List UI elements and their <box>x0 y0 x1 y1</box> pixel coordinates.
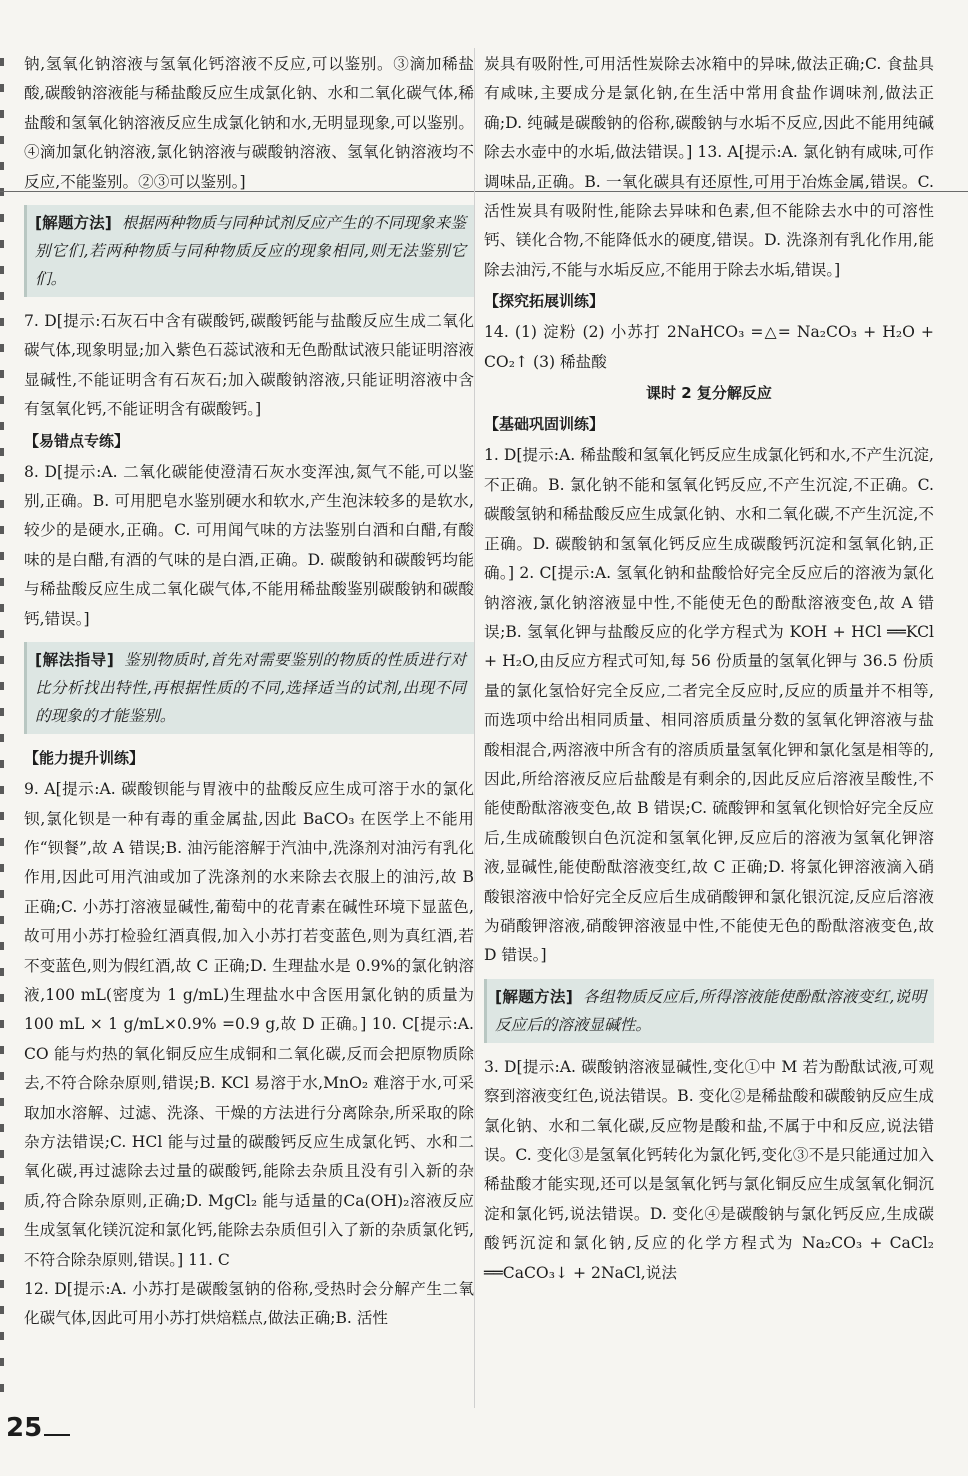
answer-9-11: 9. A[提示:A. 碳酸钡能与胃液中的盐酸反应生成可溶于水的氯化钡,氯化钡是一种有毒的重金属盐,因此 BaCO₃ 在医学上不能用作“钡餐”,故 A 错误;B. 油污能溶解于汽油中,洗涤剂对油污有乳化作用,因此可用汽油或加了洗涤剂的水来除去衣服上的油污,故 B 正确;C. 小苏打溶液显碱性,葡萄中的花青素在碱性环境下显蓝色,故可用小苏打检验红酒真假,加入小苏打若变蓝色,则为真红酒,若不变蓝色,则为假红酒,故 C 正确;D. 生理盐水是 0.9%的氯化钠溶液,100 mL(密度为 1 g/mL)生理盐水中含医用氯化钠的质量为 100 mL × 1 g/mL×0.9% =0.9 g,故 D 正确。] 10. C[提示:A. CO 能与灼热的氧化铜反应生成铜和二氧化碳,反而会把原物质除去,不符合除杂原则,错误;B. KCl 易溶于水,MnO₂ 难溶于水,可采取加水溶解、过滤、洗涤、干燥的方法进行分离除杂,所采取的除杂方法错误;C. HCl 能与过量的碳酸钙反应生成氯化钙、水和二氧化碳,再过滤除去过量的碳酸钙,能除去杂质且没有引入新的杂质,符合除杂原则,正确;D. MgCl₂ 能与适量的Ca(OH)₂溶液反应生成氢氧化镁沉淀和氯化钙,能除去杂质但引入了新的杂质氯化钙,不符合除杂原则,错误。] 11. C <box>24 780 474 1269</box>
page-number-dash <box>44 1434 70 1436</box>
right-column <box>484 50 934 1288</box>
answer-6-continued: 钠,氢氧化钠溶液与氢氧化钙溶液不反应,可以鉴别。③滴加稀盐酸,碳酸钠溶液能与稀盐酸反应生成氯化钠、水和二氧化碳气体,稀盐酸和氢氧化钠溶液反应生成氯化钠和水,无明显现象,可以鉴别。④滴加氯化钠溶液,氯化钠溶液与碳酸钠溶液、氢氧化钠溶液均不反应,不能鉴别。②③可以鉴别。] <box>24 55 474 191</box>
method-box-jieti-2 <box>484 979 934 1043</box>
column-divider <box>474 48 475 1408</box>
answer-12: 12. D[提示:A. 小苏打是碳酸氢钠的俗称,受热时会分解产生二氧化碳气体,因此可用小苏打烘焙糕点,做法正确;B. 活性 <box>24 1280 474 1328</box>
answer-7: 7. D[提示:石灰石中含有碳酸钙,碳酸钙能与盐酸反应生成二氧化碳气体,现象明显;加入紫色石蕊试液和无色酚酞试液只能证明溶液显碱性,不能证明含有石灰石;加入碳酸钠溶液,只能证明溶液中含有氢氧化钙,不能证明含有碳酸钙。] <box>24 312 474 419</box>
method-box-label: [解题方法] <box>495 987 573 1006</box>
method-box-text: 各组物质反应后,所得溶液能使酚酞溶液变红,说明反应后的溶液显碱性。 <box>495 987 926 1034</box>
answer-8: 8. D[提示:A. 二氧化碳能使澄清石灰水变浑浊,氮气不能,可以鉴别,正确。B. 可用肥皂水鉴别硬水和软水,产生泡沫较多的是软水,较少的是硬水,正确。C. 可用闻气味的方法鉴别白酒和白醋,有酸味的是白醋,有酒的气味的是白酒,正确。D. 碳酸钠和碳酸钙均能与稀盐酸反应生成二氧化碳气体,不能用稀盐酸鉴别碳酸钠和碳酸钙,错误。] <box>24 462 474 628</box>
answer-3: 3. D[提示:A. 碳酸钠溶液显碱性,变化①中 M 若为酚酞试液,可观察到溶液变红色,说法错误。B. 变化②是稀盐酸和碳酸钠反应生成氯化钠、水和二氧化碳,反应物是酸和盐,不属于中和反应,说法错误。C. 变化③是氢氧化钙转化为氯化钙,变化③不是只能通过加入稀盐酸才能实现,还可以是氢氧化钙与氯化铜反应生成氢氧化铜沉淀和氯化钙,说法错误。D. 变化④是碳酸钠与氯化钙反应,生成碳酸钙沉淀和氯化钠,反应的化学方程式为 Na₂CO₃ + CaCl₂ ══CaCO₃↓ + 2NaCl,说法 <box>484 1057 934 1282</box>
method-box-label: [解法指导] <box>35 651 114 670</box>
method-box-jiefa <box>24 642 474 734</box>
answer-1-2: 1. D[提示:A. 稀盐酸和氢氧化钙反应生成氯化钙和水,不产生沉淀,不正确。B. 氯化钠不能和氢氧化钙反应,不产生沉淀,不正确。C. 碳酸氢钠和稀盐酸反应生成氯化钠、水和二氧化碳,不产生沉淀,不正确。D. 碳酸钠和氢氧化钙反应生成碳酸钙沉淀和氢氧化钠,正确。] 2. C[提示:A. 氢氧化钠和盐酸恰好完全反应后的溶液为氯化钠溶液,氯化钠溶液显中性,不能使无色的酚酞溶液变色,故 A 错误;B. 氢氧化钾与盐酸反应的化学方程式为 KOH + HCl ══KCl + H₂O,由反应方程式可知,每 56 份质量的氢氧化钾与 36.5 份质量的氯化氢恰好完全反应,二者完全反应时,反应的质量并不相等,而选项中给出相同质量、相同溶质质量分数的氢氧化钾溶液与盐酸相混合,两溶液中所含有的溶质质量氢氧化钾和氯化氢是相等的,因此,所给溶液反应后盐酸是有剩余的,因此反应后溶液呈酸性,不能使酚酞溶液变色,故 B 错误;C. 硫酸钾和氢氧化钡恰好完全反应后,生成硫酸钡白色沉淀和氢氧化钾,反应后的溶液为氢氧化钾溶液,显碱性,能使酚酞溶液变红,故 C 正确;D. 将氯化钾溶液滴入硝酸银溶液中恰好完全反应后生成硝酸钾和氯化银沉淀,反应后溶液为硝酸钾溶液,硝酸钾溶液显中性,不能使无色的酚酞溶液变色,故 D 错误。] <box>484 446 934 965</box>
method-box-label: [解题方法] <box>35 214 112 233</box>
method-box-text: 鉴别物质时,首先对需要鉴别的物质的性质进行对比分析找出特性,再根据性质的不同,选择适当的试剂,出现不同的现象的才能鉴别。 <box>35 651 466 726</box>
lesson-title: 课时 2 复分解反应 <box>646 384 772 403</box>
section-heading-nengli: 【能力提升训练】 <box>24 749 145 768</box>
page-number: 25 <box>6 1413 43 1443</box>
method-box-jieti <box>24 205 474 297</box>
left-column <box>24 50 474 1334</box>
section-heading-yicuo: 【易错点专练】 <box>24 431 130 450</box>
method-box-text: 根据两种物质与同种试剂反应产生的不同现象来鉴别它们,若两种物质与同种物质反应的现象相同,则无法鉴别它们。 <box>35 214 466 289</box>
scan-edge-strip <box>0 40 4 1400</box>
section-heading-tanjiu: 【探究拓展训练】 <box>484 292 605 311</box>
answer-14: 14. (1) 淀粉 (2) 小苏打 2NaHCO₃ =△= Na₂CO₃ + H₂O + CO₂↑ (3) 稀盐酸 <box>484 323 934 371</box>
answer-12-13: 炭具有吸附性,可用活性炭除去冰箱中的异味,做法正确;C. 食盐具有咸味,主要成分是氯化钠,在生活中常用食盐作调味剂,做法正确;D. 纯碱是碳酸钠的俗称,碳酸钠与水垢不反应,因此不能用纯碱除去水壶中的水垢,做法错误。] 13. A[提示:A. 氯化钠有咸味,可作调味品,正确。B. 一氧化碳具有还原性,可用于冶炼金属,错误。C. 活性炭具有吸附性,能除去异味和色素,但不能除去水中的可溶性钙、镁化合物,不能降低水的硬度,错误。D. 洗涤剂有乳化作用,能除去油污,不能与水垢反应,不能用于除去水垢,错误。] <box>484 55 934 279</box>
section-heading-jichu: 【基础巩固训练】 <box>484 415 605 434</box>
